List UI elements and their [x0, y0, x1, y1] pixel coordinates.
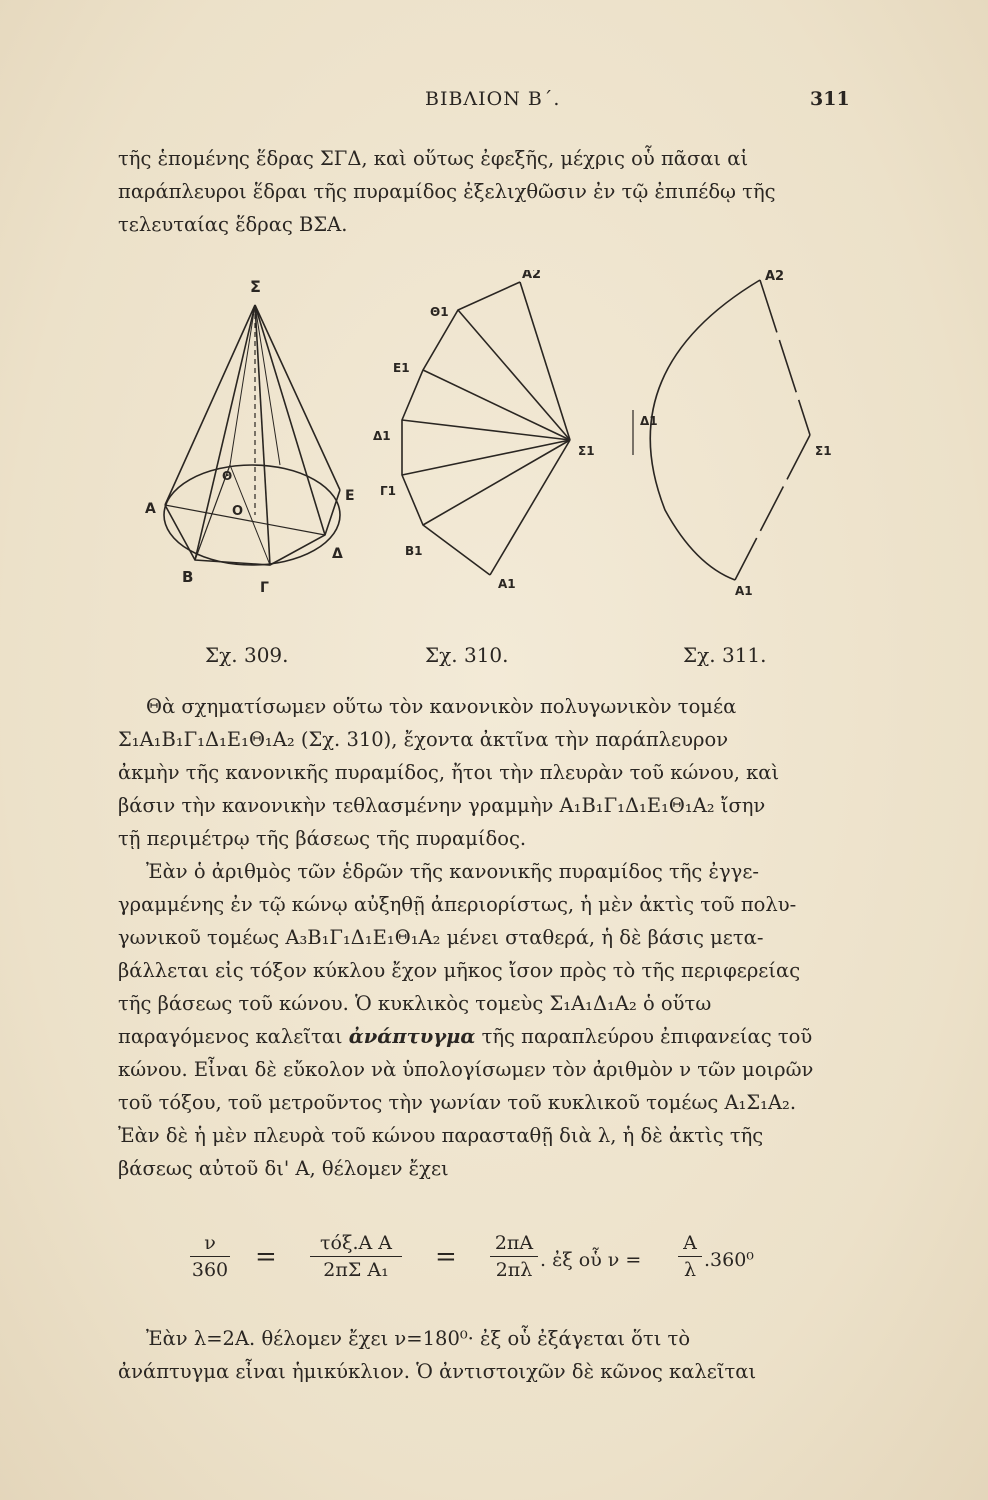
radius [760, 280, 810, 435]
text-line: Σ₁Α₁Β₁Γ₁Δ₁Ε₁Θ₁Α₂ (Σχ. 310), ἔχοντα ἀκτῖνα τὴν παράπλευρον [118, 728, 729, 751]
numerator: Α [678, 1232, 702, 1257]
label-A2: A2 [522, 270, 542, 282]
figure-309 [145, 277, 355, 596]
text-line: Ἐὰν λ=2Α. θέλομεν ἔχει ν=180⁰· ἐξ οὗ ἐξάγεται ὅτι τὸ [146, 1327, 691, 1350]
chord [165, 505, 325, 535]
text-line: ἀκμὴν τῆς κανονικῆς πυραμίδος, ἤτοι τὴν πλευρὰν τοῦ κώνου, καὶ [118, 761, 780, 784]
radius [423, 370, 570, 440]
formula-text: . ἐξ οὗ ν = [540, 1249, 642, 1271]
label-D1: Δ1 [373, 429, 391, 443]
text-line: τῆς βάσεως τοῦ κώνου. Ὁ κυκλικὸς τομεὺς Σ₁Α₁Δ₁Α₂ ὁ οὕτω [118, 992, 712, 1015]
edge [255, 305, 270, 565]
text-fragment: παραγόμενος καλεῖται [118, 1025, 349, 1048]
figure-311 [633, 270, 832, 598]
caption-309: Σχ. 309. [205, 643, 289, 667]
edge [255, 305, 340, 490]
text-line: κώνου. Εἶναι δὲ εὔκολον νὰ ὑπολογίσωμεν τὸν ἀριθμὸν ν τῶν μοιρῶν [118, 1058, 814, 1081]
text-line-emphasis [118, 1020, 868, 1053]
fraction [678, 1232, 702, 1281]
equals-sign: = [435, 1242, 457, 1272]
sector-boundary [402, 282, 520, 575]
equals-sign: = [255, 1242, 277, 1272]
label-D: Δ [332, 546, 343, 562]
radius [735, 435, 810, 580]
label-E1: E1 [393, 361, 410, 375]
caption-311: Σχ. 311. [683, 643, 767, 667]
numerator: 2πΑ [490, 1232, 538, 1257]
label-S1: Σ1 [815, 444, 832, 458]
label-A1: A1 [498, 577, 516, 591]
label-B1: B1 [405, 544, 423, 558]
edge [165, 305, 255, 505]
text-line: γωνικοῦ τομέως Α₃Β₁Γ₁Δ₁Ε₁Θ₁Α₂ μένει σταθερά, ἡ δὲ βάσις μετα- [118, 926, 764, 949]
denominator: 2πλ [495, 1259, 533, 1281]
paragraph-3 [118, 855, 868, 1185]
page-number: 311 [810, 88, 850, 110]
chapter-title: ΒΙΒΛΙΟΝ Β΄. [425, 88, 561, 110]
text-line: γραμμένης ἐν τῷ κώνῳ αὐξηθῇ ἀπεριορίστως, ἡ μὲν ἀκτὶς τοῦ πολυ- [118, 893, 797, 916]
label-O: O [232, 504, 244, 519]
text-line: βάσιν τὴν κανονικὴν τεθλασμένην γραμμὴν Α₁Β₁Γ₁Δ₁Ε₁Θ₁Α₂ ἴσην [118, 794, 766, 817]
denominator: λ [683, 1259, 697, 1281]
text-line: ἀνάπτυγμα εἶναι ἡμικύκλιον. Ὁ ἀντιστοιχῶν δὲ κῶνος καλεῖται [118, 1360, 757, 1383]
text-fragment: τῆς παραπλεύρου ἐπιφανείας τοῦ [475, 1025, 813, 1048]
numerator: ν [190, 1232, 230, 1257]
formula [190, 1232, 830, 1312]
text-line: Ἐὰν δὲ ἡ μὲν πλευρὰ τοῦ κώνου παρασταθῇ διὰ λ, ἡ δὲ ἀκτὶς τῆς [118, 1124, 764, 1147]
fraction [310, 1232, 402, 1281]
edge [230, 305, 255, 465]
caption-310: Σχ. 310. [425, 643, 509, 667]
label-Th: Θ [222, 469, 233, 483]
label-G: Γ [260, 580, 269, 596]
denominator: 360 [191, 1259, 229, 1281]
text-line: Θὰ σχηματίσωμεν οὕτω τὸν κανονικὸν πολυγωνικὸν τομέα [146, 695, 737, 718]
text-line: βάλλεται εἰς τόξον κύκλου ἔχον μῆκος ἴσον πρὸς τὸ τῆς περιφερείας [118, 959, 801, 982]
denominator: 2πΣ Α₁ [323, 1259, 389, 1281]
label-D1: Δ1 [640, 414, 658, 428]
label-Th1: Θ1 [430, 305, 449, 319]
figures [140, 270, 860, 615]
text-line: Ἐὰν ὁ ἀριθμὸς τῶν ἑδρῶν τῆς κανονικῆς πυραμίδος τῆς ἐγγε- [146, 860, 760, 883]
label-S: Σ [250, 277, 261, 296]
fraction [190, 1232, 230, 1281]
label-E: E [345, 488, 355, 504]
emphasized-term: ἀνάπτυγμα [348, 1025, 476, 1048]
edge [255, 305, 280, 465]
text-line: τοῦ τόξου, τοῦ μετροῦντος τὴν γωνίαν τοῦ κυκλικοῦ τομέως Α₁Σ₁Α₂. [118, 1091, 797, 1114]
base-polygon [165, 490, 340, 565]
edge [195, 305, 255, 560]
radius [490, 440, 570, 575]
figure-310 [373, 270, 595, 591]
text-line: τῆς ἑπομένης ἕδρας ΣΓΔ, καὶ οὕτως ἐφεξῆς, μέχρις οὗ πᾶσαι αἱ [118, 147, 749, 170]
fraction [490, 1232, 538, 1281]
text-line: τῇ περιμέτρῳ τῆς βάσεως τῆς πυραμίδος. [118, 827, 527, 850]
paragraph-1 [118, 142, 868, 241]
paragraph-4 [118, 1322, 868, 1388]
label-A1: A1 [735, 584, 753, 598]
radius [520, 282, 570, 440]
radius [423, 440, 570, 525]
radius [402, 440, 570, 475]
numerator: τόξ.Α Α [310, 1232, 402, 1257]
paragraph-2 [118, 690, 868, 855]
radius [458, 310, 570, 440]
label-S1: Σ1 [578, 444, 595, 458]
running-head [0, 88, 988, 118]
label-B: B [182, 568, 194, 586]
label-A: A [145, 501, 156, 517]
label-G1: Γ1 [380, 484, 396, 498]
formula-text: .360⁰ [704, 1249, 754, 1271]
label-A2: A2 [765, 270, 785, 284]
text-line: παράπλευροι ἕδραι τῆς πυραμίδος ἐξελιχθῶσιν ἐν τῷ ἐπιπέδῳ τῆς [118, 180, 776, 203]
radius [402, 420, 570, 440]
text-line: τελευταίας ἕδρας ΒΣΑ. [118, 213, 348, 236]
text-line: βάσεως αὐτοῦ δι' Α, θέλομεν ἔχει [118, 1157, 449, 1180]
arc [650, 280, 760, 580]
